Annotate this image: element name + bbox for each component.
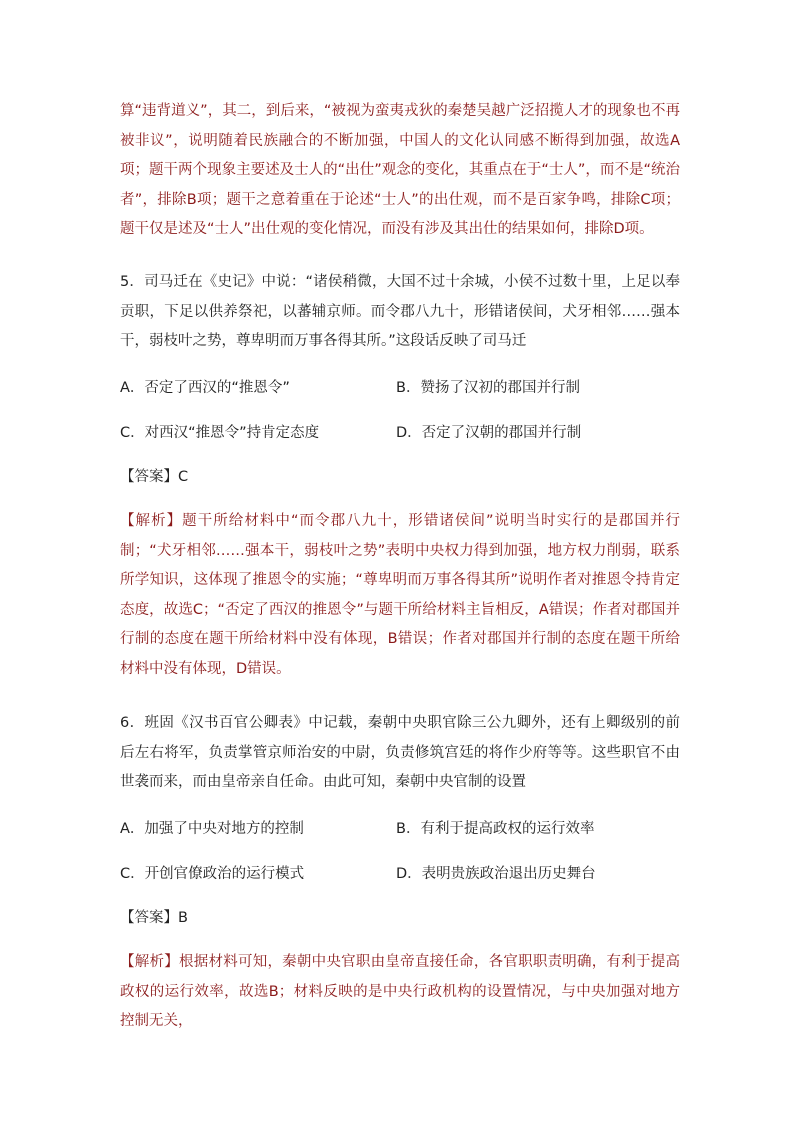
- analysis-label: 【解析】: [120, 954, 179, 970]
- answer-value: B: [178, 910, 188, 926]
- answer-label: 【答案】: [120, 469, 178, 485]
- q6-analysis: [120, 948, 680, 1037]
- q5-option-a: A．否定了西汉的“推恩令”: [120, 380, 290, 396]
- question-5-stem: 5．司马迁在《史记》中说：“诸侯稍微，大国不过十余城，小侯不过数十里，上足以奉贡职，下足以供养祭祀，以蕃辅京师。而令郡八九十，形错诸侯间，犬牙相邻……强本干，弱枝叶之势，尊卑明而万事各得其所。”这段话反映了司马迁: [120, 274, 680, 349]
- previous-explanation: 算“违背道义”，其二，到后来，“被视为蛮夷戎狄的秦楚吴越广泛招揽人才的现象也不再被非议”，说明随着民族融合的不断加强，中国人的文化认同感不断得到加强，故选A项；题干两个现象主要述及士人的“出仕”观念的变化，其重点在于“士人”，而不是“统治者”，排除B项；题干之意着重在于论述“士人”的出仕观，而不是百家争鸣，排除C项；题干仅是述及“士人”出仕观的变化情况，而没有涉及其出仕的结果如何，排除D项。: [120, 103, 680, 237]
- q5-analysis: [120, 507, 680, 684]
- q5-option-c: C．对西汉“推恩令”持肯定态度: [120, 425, 320, 441]
- q6-option-a: A．加强了中央对地方的控制: [120, 821, 304, 837]
- analysis-text: 题干所给材料中“而令郡八九十，形错诸侯间”说明当时实行的是郡国并行制；“犬牙相邻……强本干，弱枝叶之势”表明中央权力得到加强，地方权力削弱，联系所学知识，这体现了推恩令的实施；“尊卑明而万事各得其所”说明作者对推恩令持肯定态度，故选C；“否定了西汉的推恩令”与题干所给材料主旨相反，A错误；作者对郡国并行制的态度在题干所给材料中没有体现，B错误；作者对郡国并行制的态度在题干所给材料中没有体现，D错误。: [120, 513, 680, 677]
- analysis-text: 根据材料可知，秦朝中央官职由皇帝直接任命，各官职职责明确，有利于提高政权的运行效率，故选B；材料反映的是中央行政机构的设置情况，与中央加强对地方控制无关，: [120, 954, 681, 1029]
- q6-option-d: D．表明贵族政治退出历史舞台: [396, 866, 596, 882]
- q6-option-b: B．有利于提高政权的运行效率: [396, 821, 595, 837]
- q5-answer: [120, 466, 188, 488]
- analysis-label: 【解析】: [120, 513, 183, 529]
- question-6-stem: 6．班固《汉书百官公卿表》中记载，秦朝中央职官除三公九卿外，还有上卿级别的前后左右将军，负责掌管京师治安的中尉，负责修筑宫廷的将作少府等等。这些职官不由世袭而来，而由皇帝亲自任命。由此可知，秦朝中央官制的设置: [120, 715, 680, 790]
- q6-option-c: C．开创官僚政治的运行模式: [120, 866, 305, 882]
- q5-option-d: D．否定了汉朝的郡国并行制: [396, 425, 582, 441]
- answer-value: C: [178, 469, 189, 485]
- answer-label: 【答案】: [120, 910, 178, 926]
- q6-answer: [120, 907, 188, 929]
- q5-option-b: B．赞扬了汉初的郡国并行制: [396, 380, 580, 396]
